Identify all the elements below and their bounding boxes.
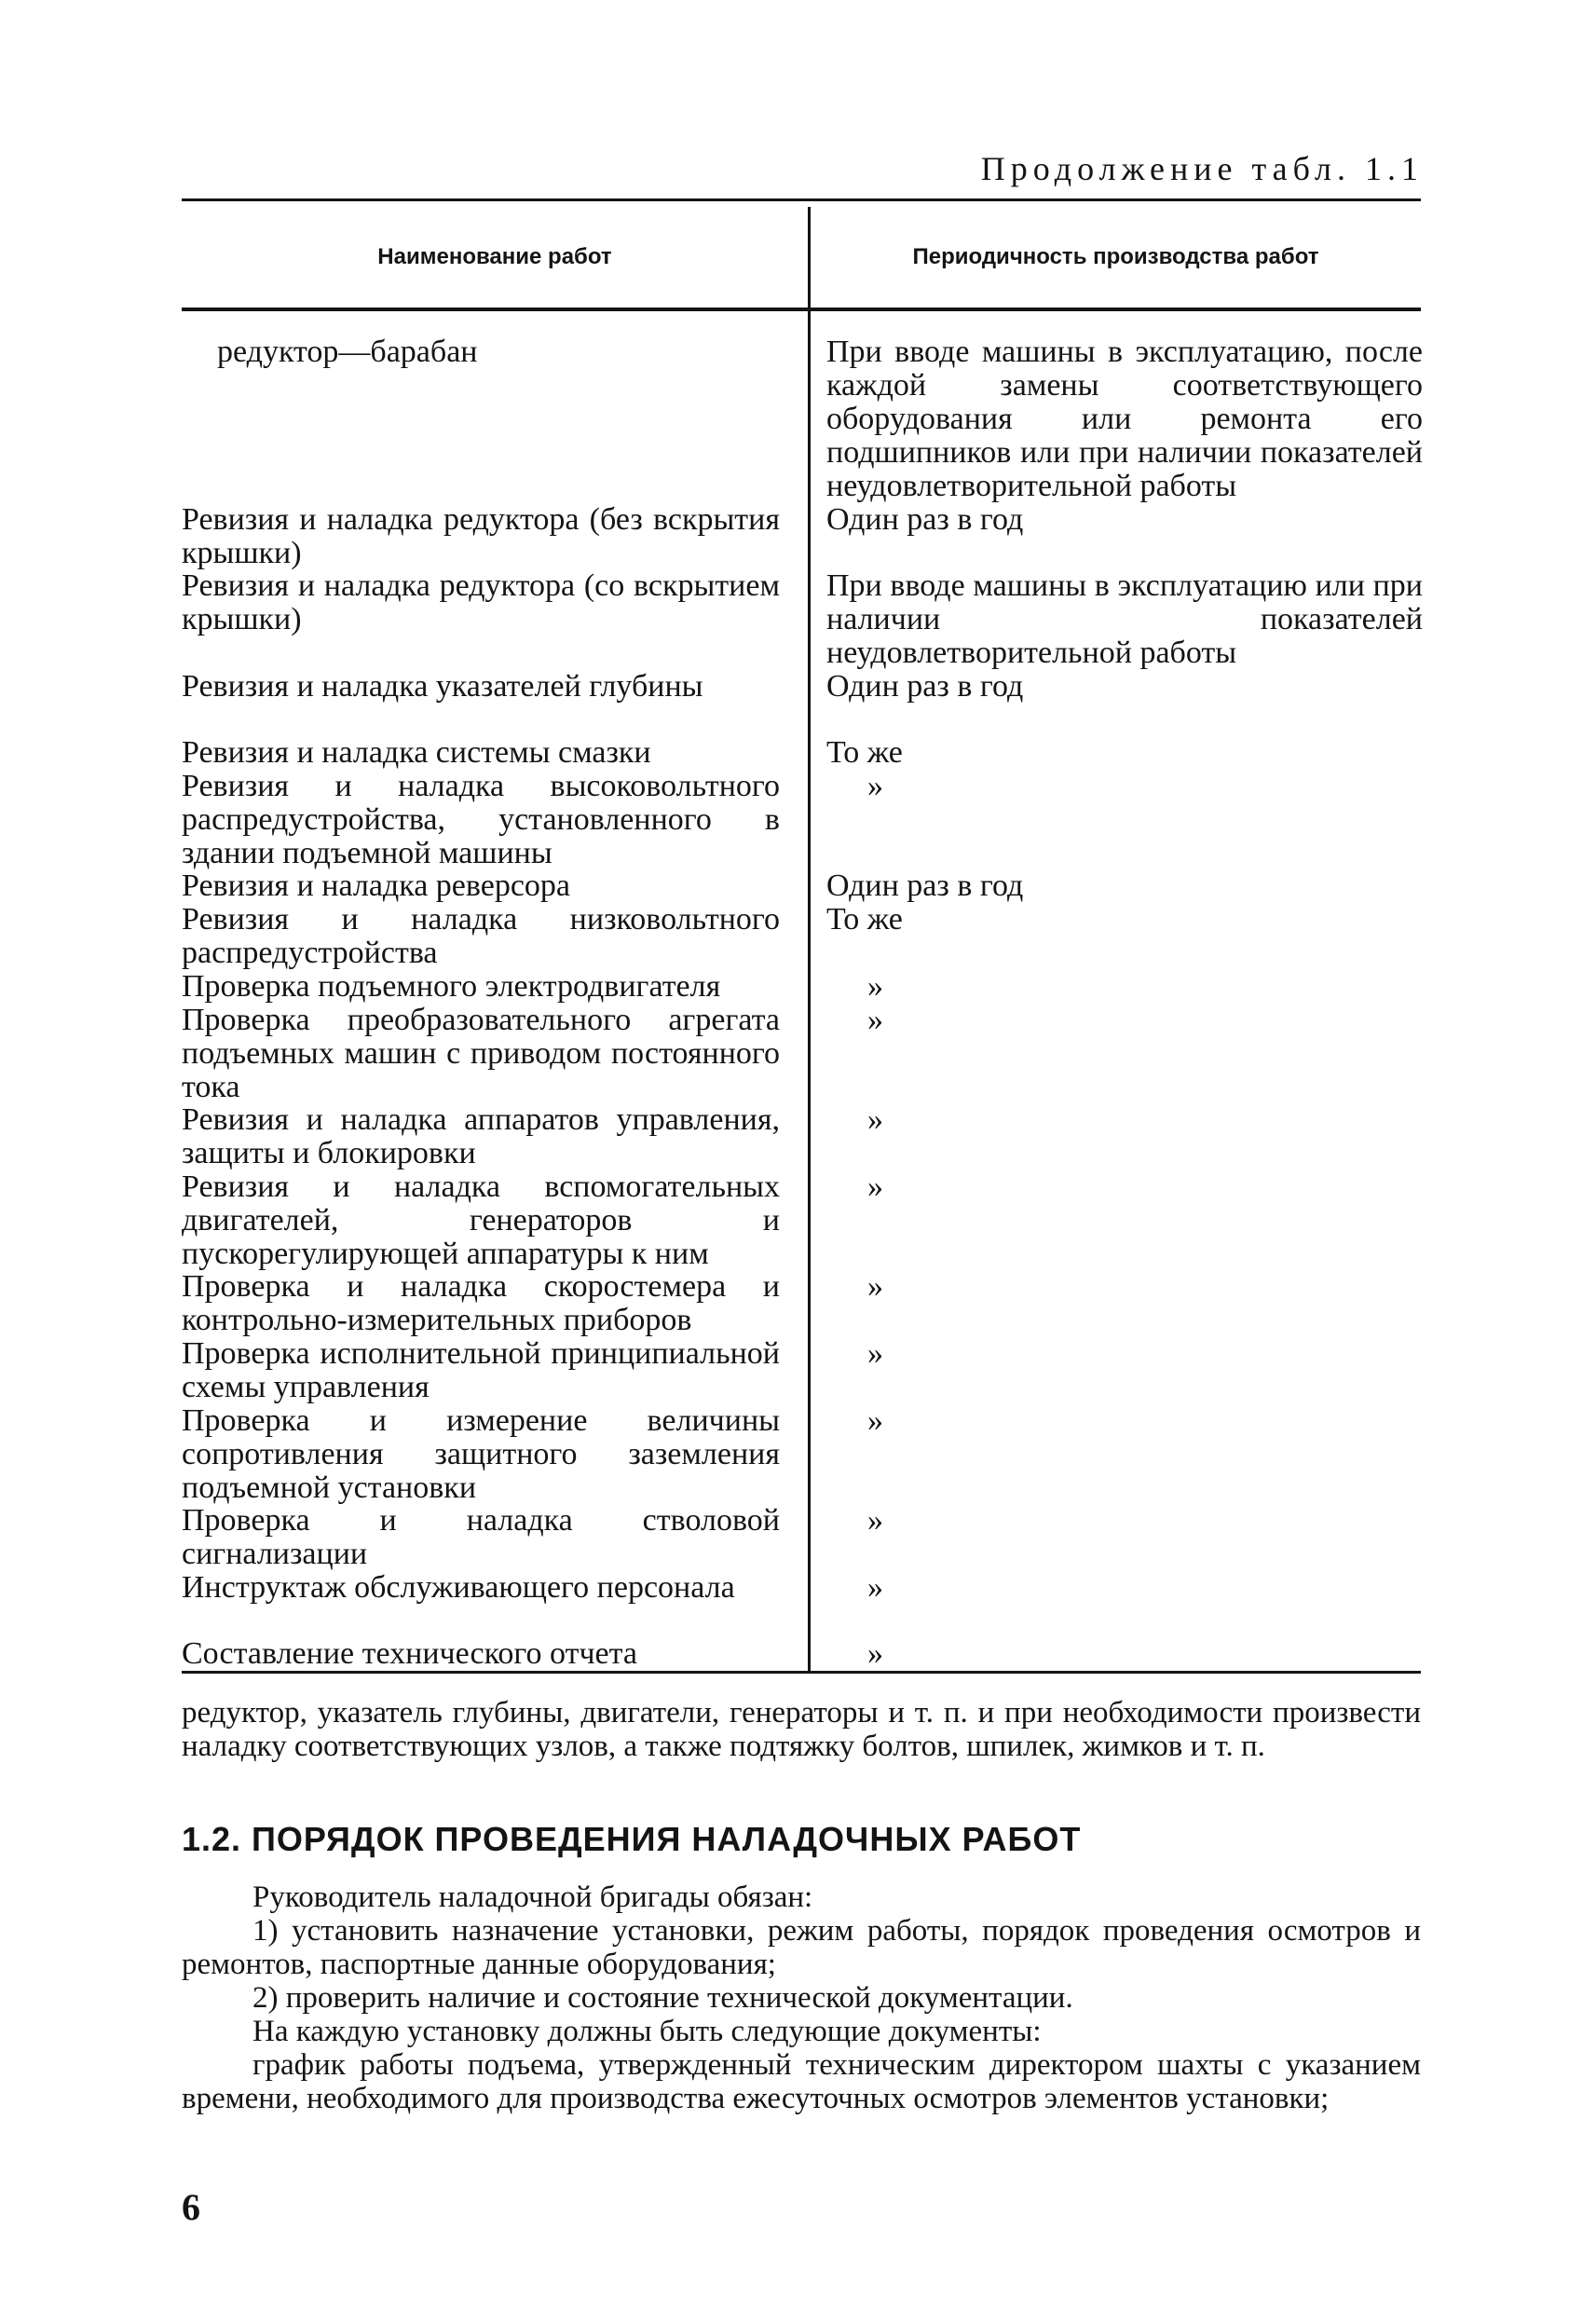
period-cell: При вводе машины в эксплуатацию, после каждой замены соответствующего оборудования или ремонта его подшипников или при наличии показателей неудовлетворительной работы: [826, 335, 1423, 503]
work-cell: Ревизия и наладка аппаратов управления, защиты и блокировки: [182, 1102, 780, 1170]
body-paragraph: Руководитель наладочной бригады обязан:: [252, 1880, 813, 1914]
period-cell: То же: [826, 735, 903, 770]
work-cell: редуктор—барабан: [217, 335, 478, 369]
table-column-divider: [808, 207, 811, 1672]
period-cell: »: [867, 969, 883, 1004]
work-cell: Ревизия и наладка редуктора (без вскрытия крышки): [182, 502, 780, 570]
work-cell: Ревизия и наладка указателей глубины: [182, 669, 703, 704]
table-top-rule: [182, 198, 1421, 201]
period-cell: »: [867, 1403, 883, 1438]
work-cell: Ревизия и наладка редуктора (со вскрытием крышки): [182, 568, 780, 636]
work-cell: Проверка исполнительной принципиальной схемы управления: [182, 1336, 780, 1404]
work-cell: Ревизия и наладка низковольтного распредустройства: [182, 902, 780, 970]
period-cell: »: [867, 1102, 883, 1137]
period-cell: »: [867, 1169, 883, 1204]
work-cell: Инструктаж обслуживающего персонала: [182, 1570, 735, 1605]
period-cell: »: [867, 1570, 883, 1605]
page-number: 6: [182, 2186, 200, 2228]
period-cell: »: [867, 769, 883, 803]
period-cell: »: [867, 1636, 883, 1671]
period-cell: »: [867, 1503, 883, 1538]
period-cell: То же: [826, 902, 903, 937]
work-cell: Ревизия и наладка вспомогательных двигателей, генераторов и пускорегулирующей аппаратуры к ним: [182, 1169, 780, 1271]
table-header-work: [182, 207, 808, 308]
work-cell: Проверка подъемного электродвигателя: [182, 969, 721, 1004]
period-cell: »: [867, 1336, 883, 1371]
period-cell: Один раз в год: [826, 502, 1024, 537]
body-paragraph: график работы подъема, утвержденный техническим директором шахты с указанием времени, необходимого для производства ежесуточных осмотров элементов установки;: [182, 2048, 1421, 2115]
body-paragraph: 2) проверить наличие и состояние технической документации.: [252, 1981, 1073, 2015]
work-cell: Проверка и наладка стволовой сигнализации: [182, 1503, 780, 1571]
period-cell: Один раз в год: [826, 669, 1024, 704]
section-heading: 1.2. ПОРЯДОК ПРОВЕДЕНИЯ НАЛАДОЧНЫХ РАБОТ: [182, 1820, 1082, 1858]
period-cell: »: [867, 1269, 883, 1304]
work-cell: Ревизия и наладка высоковольтного распредустройства, установленного в здании подъемной машины: [182, 769, 780, 870]
continuation-paragraph: редуктор, указатель глубины, двигатели, генераторы и т. п. и при необходимости произвести наладку соответствующих узлов, а также подтяжку болтов, шпилек, жимков и т. п.: [182, 1696, 1421, 1763]
work-cell: Ревизия и наладка системы смазки: [182, 735, 651, 770]
table-caption: Продолжение табл. 1.1: [980, 150, 1424, 187]
body-paragraph: 1) установить назначение установки, режим работы, порядок проведения осмотров и ремонтов, паспортные данные оборудования;: [182, 1914, 1421, 1981]
table-header-rule: [182, 308, 1421, 311]
body-paragraph: На каждую установку должны быть следующие документы:: [252, 2015, 1042, 2048]
period-cell: При вводе машины в эксплуатацию или при наличии показателей неудовлетворительной работы: [826, 568, 1423, 670]
work-cell: Проверка и измерение величины сопротивления защитного заземления подъемной установки: [182, 1403, 780, 1505]
work-cell: Составление технического отчета: [182, 1636, 637, 1671]
table-bottom-rule: [182, 1671, 1421, 1674]
period-cell: Один раз в год: [826, 868, 1024, 903]
table-header-period-text: Периодичность производства работ: [912, 244, 1319, 269]
period-cell: »: [867, 1003, 883, 1037]
work-cell: Проверка и наладка скоростемера и контрольно-измерительных приборов: [182, 1269, 780, 1337]
work-cell: Ревизия и наладка реверсора: [182, 868, 571, 903]
table-header-work-text: Наименование работ: [377, 244, 612, 269]
table-header-period: [811, 207, 1421, 308]
work-cell: Проверка преобразовательного агрегата подъемных машин с приводом постоянного тока: [182, 1003, 780, 1104]
